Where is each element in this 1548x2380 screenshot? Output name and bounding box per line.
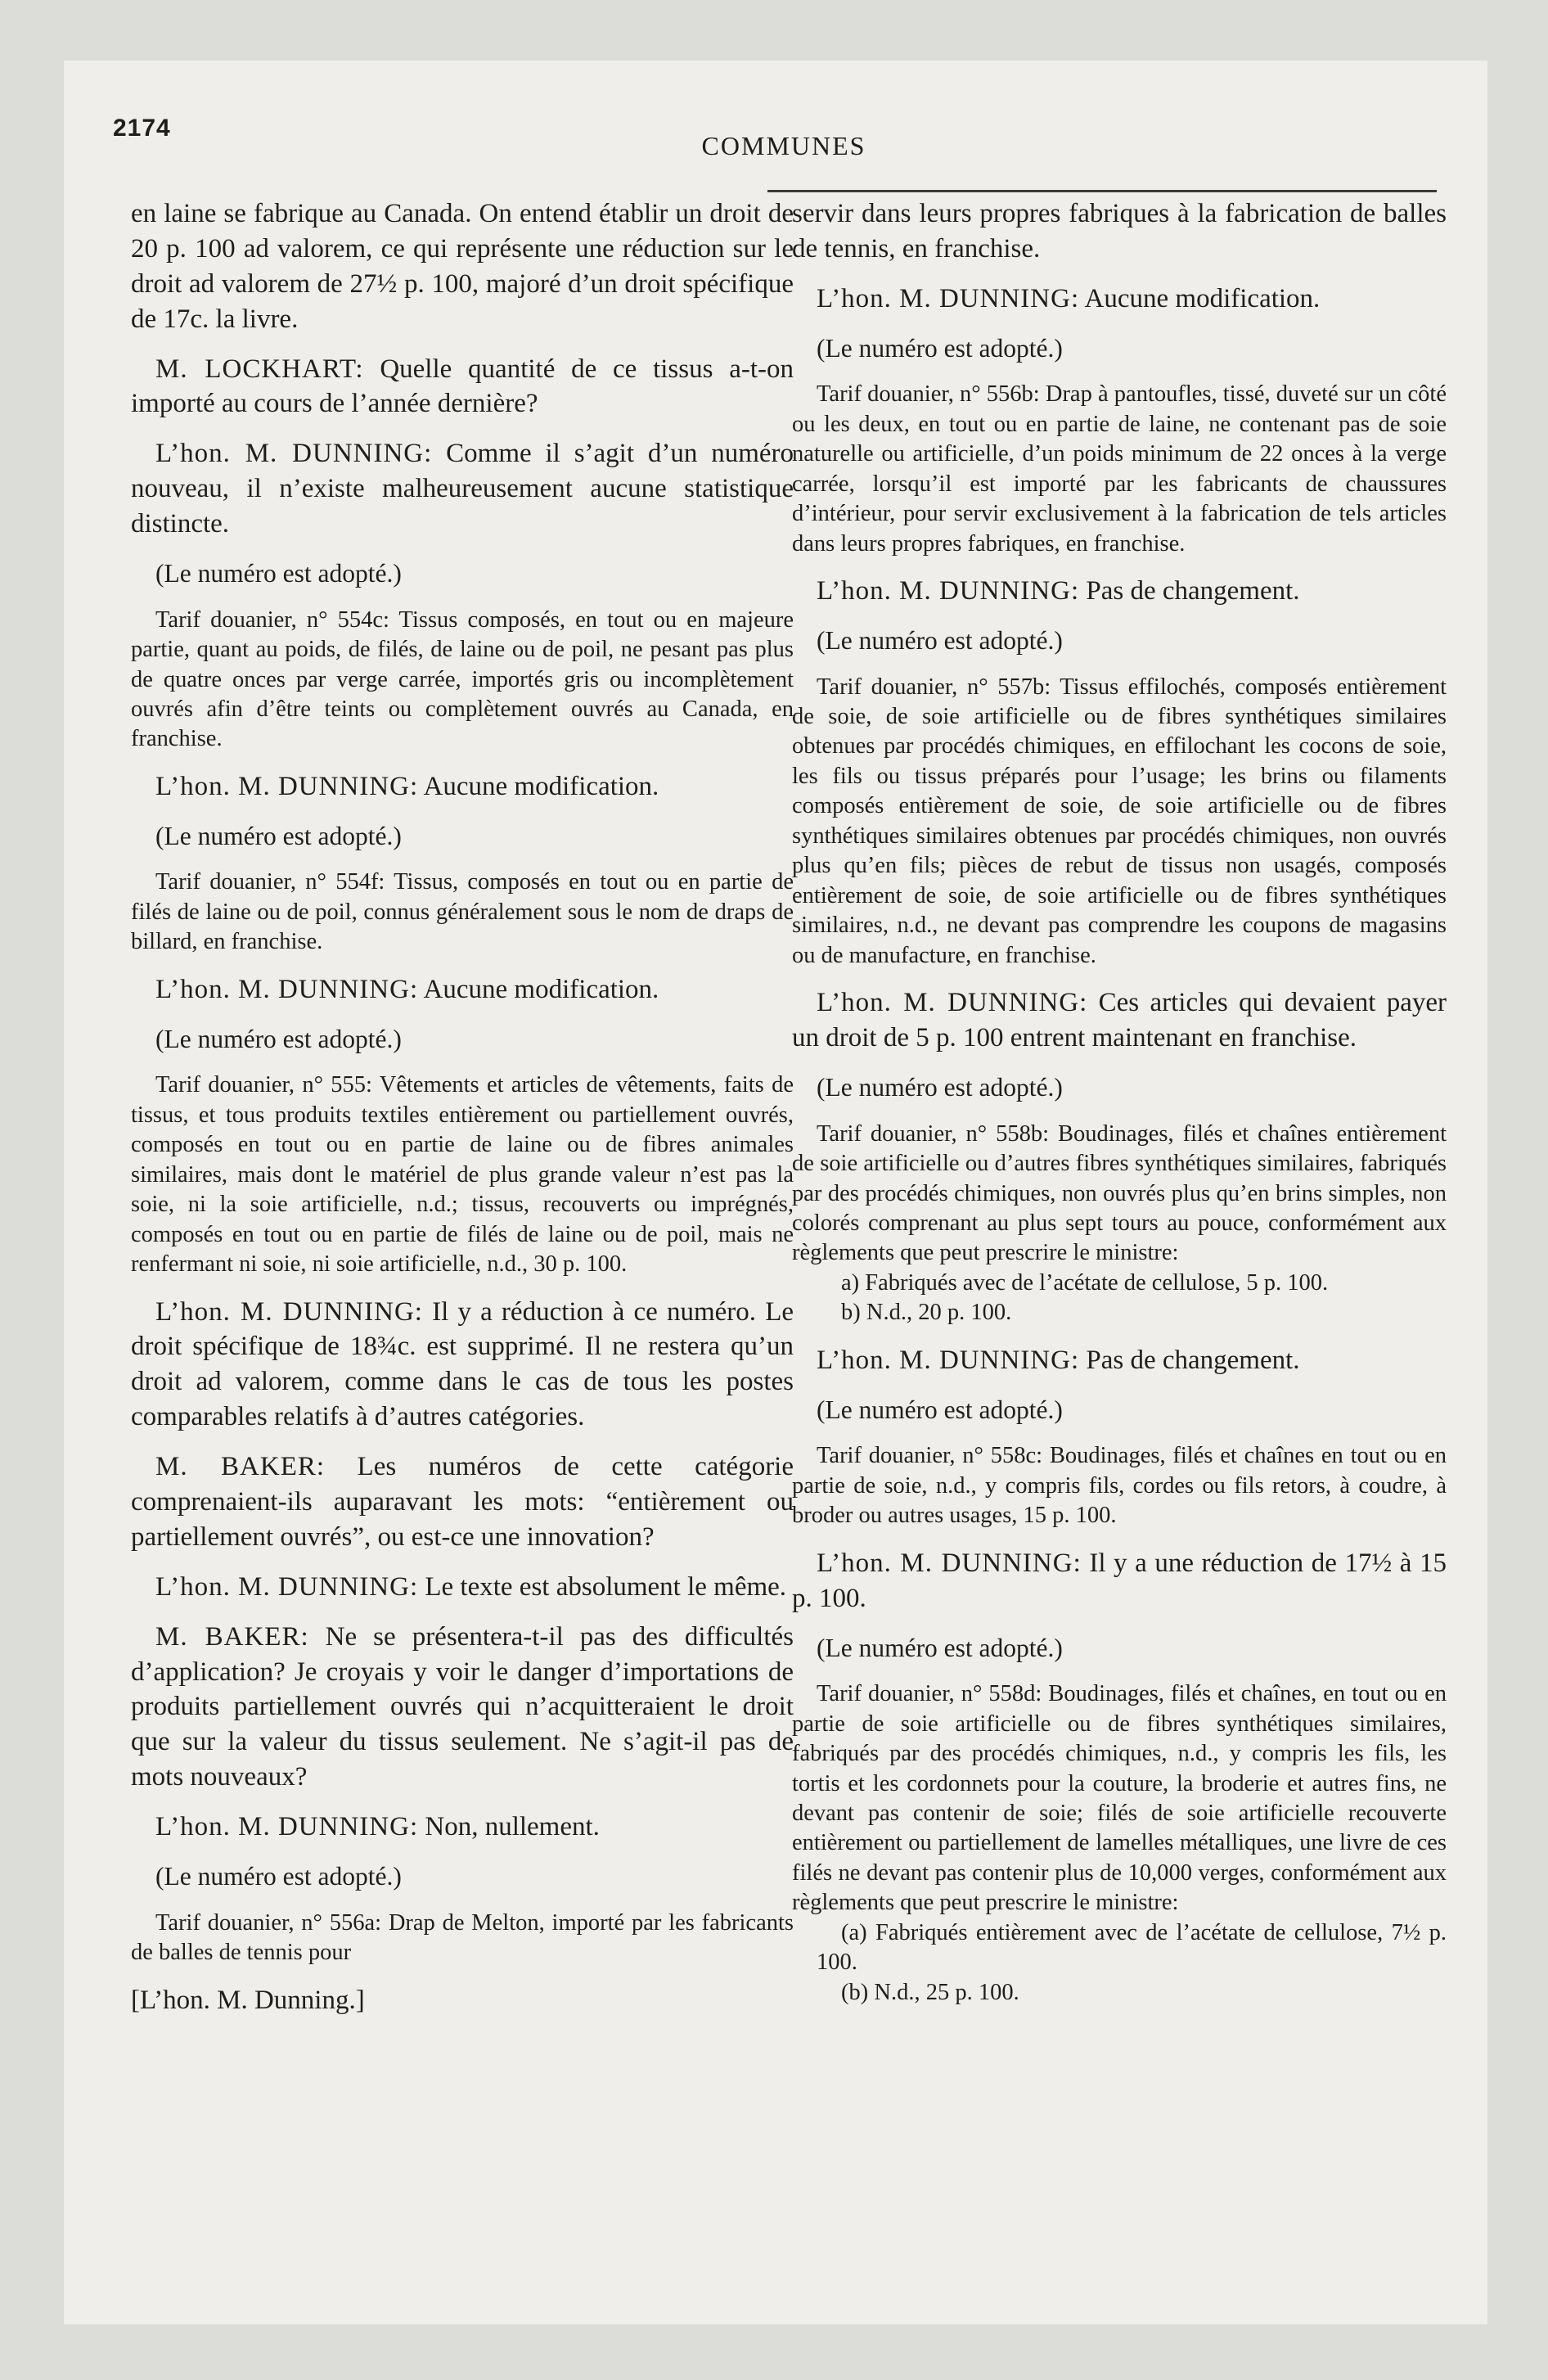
speaker-name: L’hon. M. DUNNING: — [155, 439, 433, 469]
speech-paragraph — [792, 1343, 1447, 1378]
speech-paragraph — [131, 1983, 794, 2018]
paragraph-text: Aucune modification. — [423, 974, 659, 1004]
tariff-item-paragraph — [131, 1071, 794, 1279]
paragraph-text: (Le numéro est adopté.) — [155, 1024, 402, 1053]
paragraph-text: Il y a une réduction de 17½ à 15 p. 100. — [792, 1548, 1447, 1613]
paragraph-text: Aucune modification. — [1084, 283, 1321, 313]
paragraph-text: Tarif douanier, n° 557b: Tissus effilochés, composés entièrement de soie, de soie artificielle ou de fibres synthétiques similaires obtenues par procédés chimiques, en effilochant les cocons de soie, les fils ou tissus préparés pour l’usage; les brins ou filaments composés entièrement de soie, de soie artificielle ou de fibres synthétiques similaires obtenues par procédés chimiques, non ouvrés plus qu’en fils; pièces de rebut de tissus non usagés, composés entièrement de soie, de soie artificielle ou de fibres synthétiques similaires, n.d., ne devant pas comprendre les coupons de magasins ou de manufacture, en franchise. — [792, 674, 1447, 968]
adoption-note — [131, 1859, 794, 1894]
speaker-name: L’hon. M. DUNNING: — [155, 1812, 419, 1842]
speaker-name: L’hon. M. DUNNING: — [817, 988, 1088, 1018]
speech-paragraph — [792, 282, 1447, 317]
tariff-item-paragraph — [131, 1909, 794, 1968]
paragraph-text: Quelle quantité de ce tissus a-t-on importé au cours de l’année dernière? — [131, 354, 794, 419]
page-header — [113, 115, 1422, 164]
paragraph-text: Tarif douanier, n° 556b: Drap à pantoufles, tissé, duveté sur un côté ou les deux, en tout ou en partie de laine, ne contenant pas de soie naturelle ou artificielle, d’un poids minimum de 22 onces à la verge carrée, lorsqu’il est importé par les fabricants de chaussures d’intérieur, pour servir exclusivement à la fabrication de tels articles dans leurs propres fabriques, en franchise. — [792, 381, 1447, 557]
paragraph-text: Le texte est absolument le même. — [425, 1571, 787, 1602]
speaker-name: L’hon. M. DUNNING: — [155, 1296, 423, 1327]
speech-paragraph — [131, 196, 794, 337]
adoption-note — [131, 557, 794, 591]
paragraph-text: Comme il s’agit d’un numéro nouveau, il n’existe malheureusement aucune statistique distincte. — [131, 439, 794, 539]
paragraph-text: (Le numéro est adopté.) — [155, 1862, 402, 1891]
paragraph-text: Les numéros de cette catégorie comprenaient-ils auparavant les mots: “entièrement ou partiellement ouvrés”, ou est-ce une innovation? — [131, 1452, 794, 1552]
speaker-name: L’hon. M. DUNNING: — [155, 974, 419, 1004]
speaker-name: L’hon. M. DUNNING: — [817, 1345, 1080, 1375]
adoption-note — [131, 1022, 794, 1057]
paragraph-text: Non, nullement. — [425, 1812, 600, 1842]
tariff-item-paragraph — [131, 868, 794, 957]
right-column — [792, 196, 1447, 2022]
page-number: 2174 — [113, 115, 171, 142]
adoption-note — [792, 1631, 1447, 1666]
paragraph-text: (Le numéro est adopté.) — [155, 821, 402, 850]
paragraph-text: en laine se fabrique au Canada. On entend établir un droit de 20 p. 100 ad valorem, ce qui représente une réduction sur le droit ad valorem de 27½ p. 100, majoré d’un droit spécifique de 17c. la livre. — [131, 199, 794, 334]
paragraph-text: Ces articles qui devaient payer un droit de 5 p. 100 entrent maintenant en franchise. — [792, 988, 1447, 1053]
tariff-item-paragraph — [131, 606, 794, 755]
speaker-name: L’hon. M. DUNNING: — [155, 1571, 419, 1602]
speech-paragraph — [792, 196, 1447, 267]
tariff-item-paragraph — [792, 1679, 1447, 2008]
paragraph-text: Tarif douanier, n° 558b: Boudinages, filés et chaînes entièrement de soie artificielle ou d’autres fibres synthétiques similaires, fabriqués par des procédés chimiques, non ouvrés plus qu’en brins simples, non colorés comprenant au plus sept tours au pouce, conformément aux règlements que peut prescrire le ministre: — [792, 1120, 1447, 1266]
paragraph-text: Tarif douanier, n° 558d: Boudinages, filés et chaînes, en tout ou en partie de soie artificielle ou de fibres synthétiques similaires, fabriqués par des procédés chimiques, n.d., y compris les fils, les tortis et les cordonnets pour la couture, la broderie et autres fins, ne devant pas contenir de soie; filés de soie artificielle recouverte entièrement ou partiellement de lamelles métalliques, une livre de ces filés ne devant pas contenir plus de 10,000 verges, conformément aux règlements que peut prescrire le ministre: — [792, 1681, 1447, 1916]
paragraph-text: Pas de changement. — [1086, 1345, 1300, 1375]
speech-paragraph — [131, 769, 794, 805]
left-column — [131, 196, 794, 2032]
speech-paragraph — [792, 1546, 1447, 1616]
paragraph-text: Ne se présentera-t-il pas des difficultés d’application? Je croyais y voir le danger d’importations de produits partiellement ouvrés qui n’acquitteraient le droit que sur la valeur du tissus seulement. Ne s’agit-il pas de mots nouveaux? — [131, 1621, 794, 1792]
speech-paragraph — [131, 352, 794, 422]
sub-item: b) N.d., 20 p. 100. — [841, 1300, 1012, 1326]
running-title: COMMUNES — [701, 131, 866, 160]
sub-item: (a) Fabriqués entièrement avec de l’acétate de cellulose, 7½ p. 100. — [817, 1919, 1447, 1976]
speech-paragraph — [131, 1810, 794, 1845]
speaker-name: M. BAKER: — [155, 1621, 309, 1652]
speaker-name: L’hon. M. DUNNING: — [817, 576, 1080, 606]
tariff-item-paragraph — [792, 1120, 1447, 1328]
speech-paragraph — [131, 1295, 794, 1436]
paragraph-text: Aucune modification. — [423, 771, 659, 801]
adoption-note — [792, 624, 1447, 658]
tariff-item-paragraph — [792, 380, 1447, 559]
paragraph-text: Tarif douanier, n° 556a: Drap de Melton, importé par les fabricants de balles de tennis pour — [131, 1909, 794, 1966]
speech-paragraph — [131, 972, 794, 1007]
paragraph-text: Il y a réduction à ce numéro. Le droit spécifique de 18¾c. est supprimé. Il ne restera qu’un droit ad valorem, comme dans le cas de tous les postes comparables relatifs à d’autres catégories. — [131, 1296, 794, 1432]
speaker-name: L’hon. M. DUNNING: — [817, 1548, 1082, 1578]
tariff-item-paragraph — [792, 1441, 1447, 1530]
paragraph-text: Tarif douanier, n° 554c: Tissus composés, en tout ou en majeure partie, quant au poids, de filés, de laine ou de poil, ne pesant pas plus de quatre onces par verge carrée, importés gris ou incomplètement ouvrés afin d’être teints ou complètement ouvrés au Canada, en franchise. — [131, 606, 794, 752]
paragraph-text: (Le numéro est adopté.) — [155, 559, 402, 588]
speaker-name: L’hon. M. DUNNING: — [155, 771, 419, 801]
paragraph-text: (Le numéro est adopté.) — [817, 1395, 1063, 1424]
paragraph-text: (Le numéro est adopté.) — [817, 1073, 1063, 1102]
paragraph-text: [L’hon. M. Dunning.] — [131, 1985, 365, 2015]
adoption-note — [792, 1071, 1447, 1105]
adoption-note — [792, 1393, 1447, 1427]
paragraph-text: Tarif douanier, n° 558c: Boudinages, filés et chaînes en tout ou en partie de soie, n.d., y compris fils, cordes ou fils retors, à coudre, à broder ou autres usages, 15 p. 100. — [792, 1443, 1447, 1529]
paragraph-text: Tarif douanier, n° 554f: Tissus, composés en tout ou en partie de filés de laine ou de poil, connus généralement sous le nom de draps de billard, en franchise. — [131, 869, 794, 955]
adoption-note — [792, 331, 1447, 366]
speaker-name: L’hon. M. DUNNING: — [817, 283, 1080, 313]
speech-paragraph — [131, 436, 794, 542]
header-rule — [767, 190, 1437, 192]
speech-paragraph — [792, 985, 1447, 1056]
speech-paragraph — [131, 1449, 794, 1555]
sub-item: a) Fabriqués avec de l’acétate de cellulose, 5 p. 100. — [841, 1269, 1329, 1296]
speech-paragraph — [131, 1620, 794, 1795]
sub-item: (b) N.d., 25 p. 100. — [841, 1979, 1019, 2005]
paragraph-text: Tarif douanier, n° 555: Vêtements et articles de vêtements, faits de tissus, et tous produits textiles entièrement ou partiellement ouvrés, composés en tout ou en partie de laine ou de fibres animales similaires, mais dont le matériel de plus grande valeur n’est pas la soie, ni la soie artificielle, n.d.; tissus, recouverts ou imprégnés, composés en tout ou en partie de filés de laine ou de poil, mais ne renfermant ni soie, ni soie artificielle, n.d., 30 p. 100. — [131, 1072, 794, 1278]
paragraph-text: (Le numéro est adopté.) — [817, 1633, 1063, 1662]
paragraph-text: Pas de changement. — [1086, 576, 1300, 606]
tariff-item-paragraph — [792, 673, 1447, 971]
speaker-name: M. LOCKHART: — [155, 354, 364, 384]
speaker-name: M. BAKER: — [155, 1452, 326, 1482]
paragraph-text: servir dans leurs propres fabriques à la fabrication de balles de tennis, en franchise. — [792, 199, 1447, 264]
paragraph-text: (Le numéro est adopté.) — [817, 333, 1063, 363]
adoption-note — [131, 819, 794, 854]
speech-paragraph — [131, 1570, 794, 1605]
paragraph-text: (Le numéro est adopté.) — [817, 625, 1063, 655]
speech-paragraph — [792, 574, 1447, 609]
